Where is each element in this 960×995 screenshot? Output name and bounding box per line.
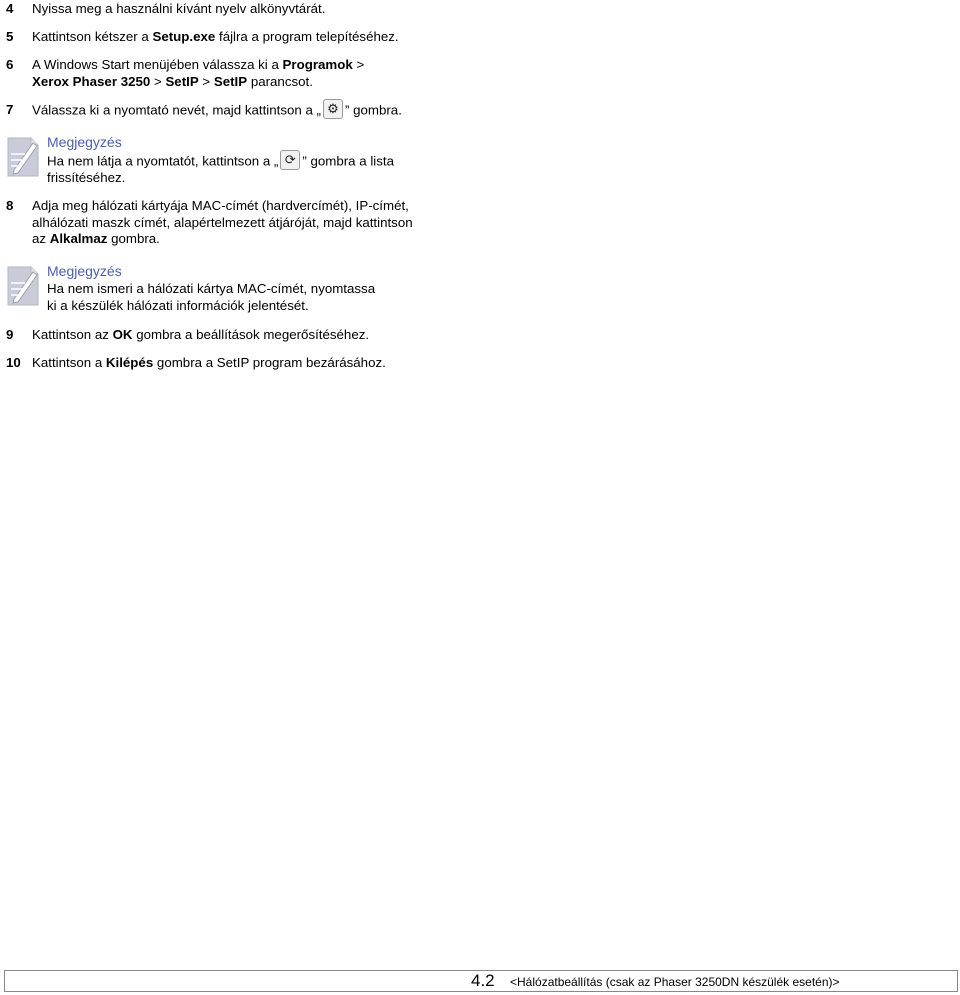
step-number: 7 [6, 102, 14, 117]
text-run: Kattintson kétszer a [32, 29, 153, 44]
page-footer [4, 970, 958, 992]
text-run: parancsot. [247, 74, 313, 89]
note-text: Ha nem ismeri a hálózati kártya MAC-címét, nyomtassa [47, 281, 376, 296]
text-run: A Windows Start menüjében válassza ki a [32, 57, 283, 72]
note-text-post: ” gombra a lista [302, 153, 394, 169]
note-pencil-icon [5, 263, 41, 307]
text-run: Adja meg hálózati kártyája MAC-címét (hardvercímét), IP-címét, [32, 198, 409, 213]
refresh-icon[interactable]: ⟳ [280, 150, 300, 170]
step-text [32, 354, 386, 371]
bold-text-run: Setup.exe [152, 29, 216, 44]
step-number: 9 [6, 327, 14, 342]
gear-icon[interactable]: ⚙ [323, 99, 343, 119]
bold-text-run: Xerox Phaser 3250 [32, 74, 151, 89]
text-run: az [32, 231, 50, 246]
step-number: 10 [6, 355, 21, 370]
bold-text-run: Programok [282, 57, 353, 72]
footer-title: <Hálózatbeállítás (csak az Phaser 3250DN készülék esetén)> [510, 975, 840, 989]
text-run: alhálózati maszk címét, alapértelmezett átjáróját, majd kattintson [32, 215, 413, 230]
text-run: > [150, 74, 166, 89]
text-run: fájlra a program telepítéséhez. [215, 29, 399, 44]
step-text-post: ” gombra. [344, 102, 402, 118]
bold-text-run: SetIP [213, 74, 248, 89]
step-text [32, 101, 402, 121]
text-run: gombra. [107, 231, 160, 246]
step-text [32, 197, 409, 214]
text-run: Kattintson az [32, 327, 113, 342]
step-text [32, 73, 313, 90]
step-number: 5 [6, 29, 14, 44]
step-text [32, 0, 325, 17]
step-text [32, 214, 413, 231]
step-number: 8 [6, 198, 14, 213]
note-text-pre: Ha nem látja a nyomtatót, kattintson a „ [47, 153, 279, 169]
note-heading: Megjegyzés [47, 134, 122, 150]
step-number: 4 [6, 1, 14, 16]
note-pencil-icon [5, 134, 41, 178]
text-run: Nyissa meg a használni kívánt nyelv alkönyvtárát. [32, 1, 326, 16]
bold-text-run: Kilépés [105, 355, 154, 370]
text-run: gombra a beállítások megerősítéséhez. [132, 327, 370, 342]
note-text: frissítéséhez. [47, 170, 126, 185]
note-text: ki a készülék hálózati információk jelentését. [47, 298, 309, 313]
step-text [32, 56, 364, 73]
text-run: > [198, 74, 214, 89]
bold-text-run: SetIP [165, 74, 199, 89]
note-heading: Megjegyzés [47, 263, 122, 279]
text-run: > [352, 57, 365, 72]
text-run: Kattintson a [32, 355, 106, 370]
step-text [32, 230, 160, 247]
bold-text-run: Alkalmaz [49, 231, 108, 246]
page-number: 4.2 [471, 971, 495, 990]
bold-text-run: OK [112, 327, 133, 342]
text-run: gombra a SetIP program bezárásához. [153, 355, 386, 370]
step-text-pre: Válassza ki a nyomtató nevét, majd kattintson a „ [32, 102, 321, 118]
step-number: 6 [6, 57, 14, 72]
step-text [32, 326, 369, 343]
step-text [32, 28, 399, 45]
